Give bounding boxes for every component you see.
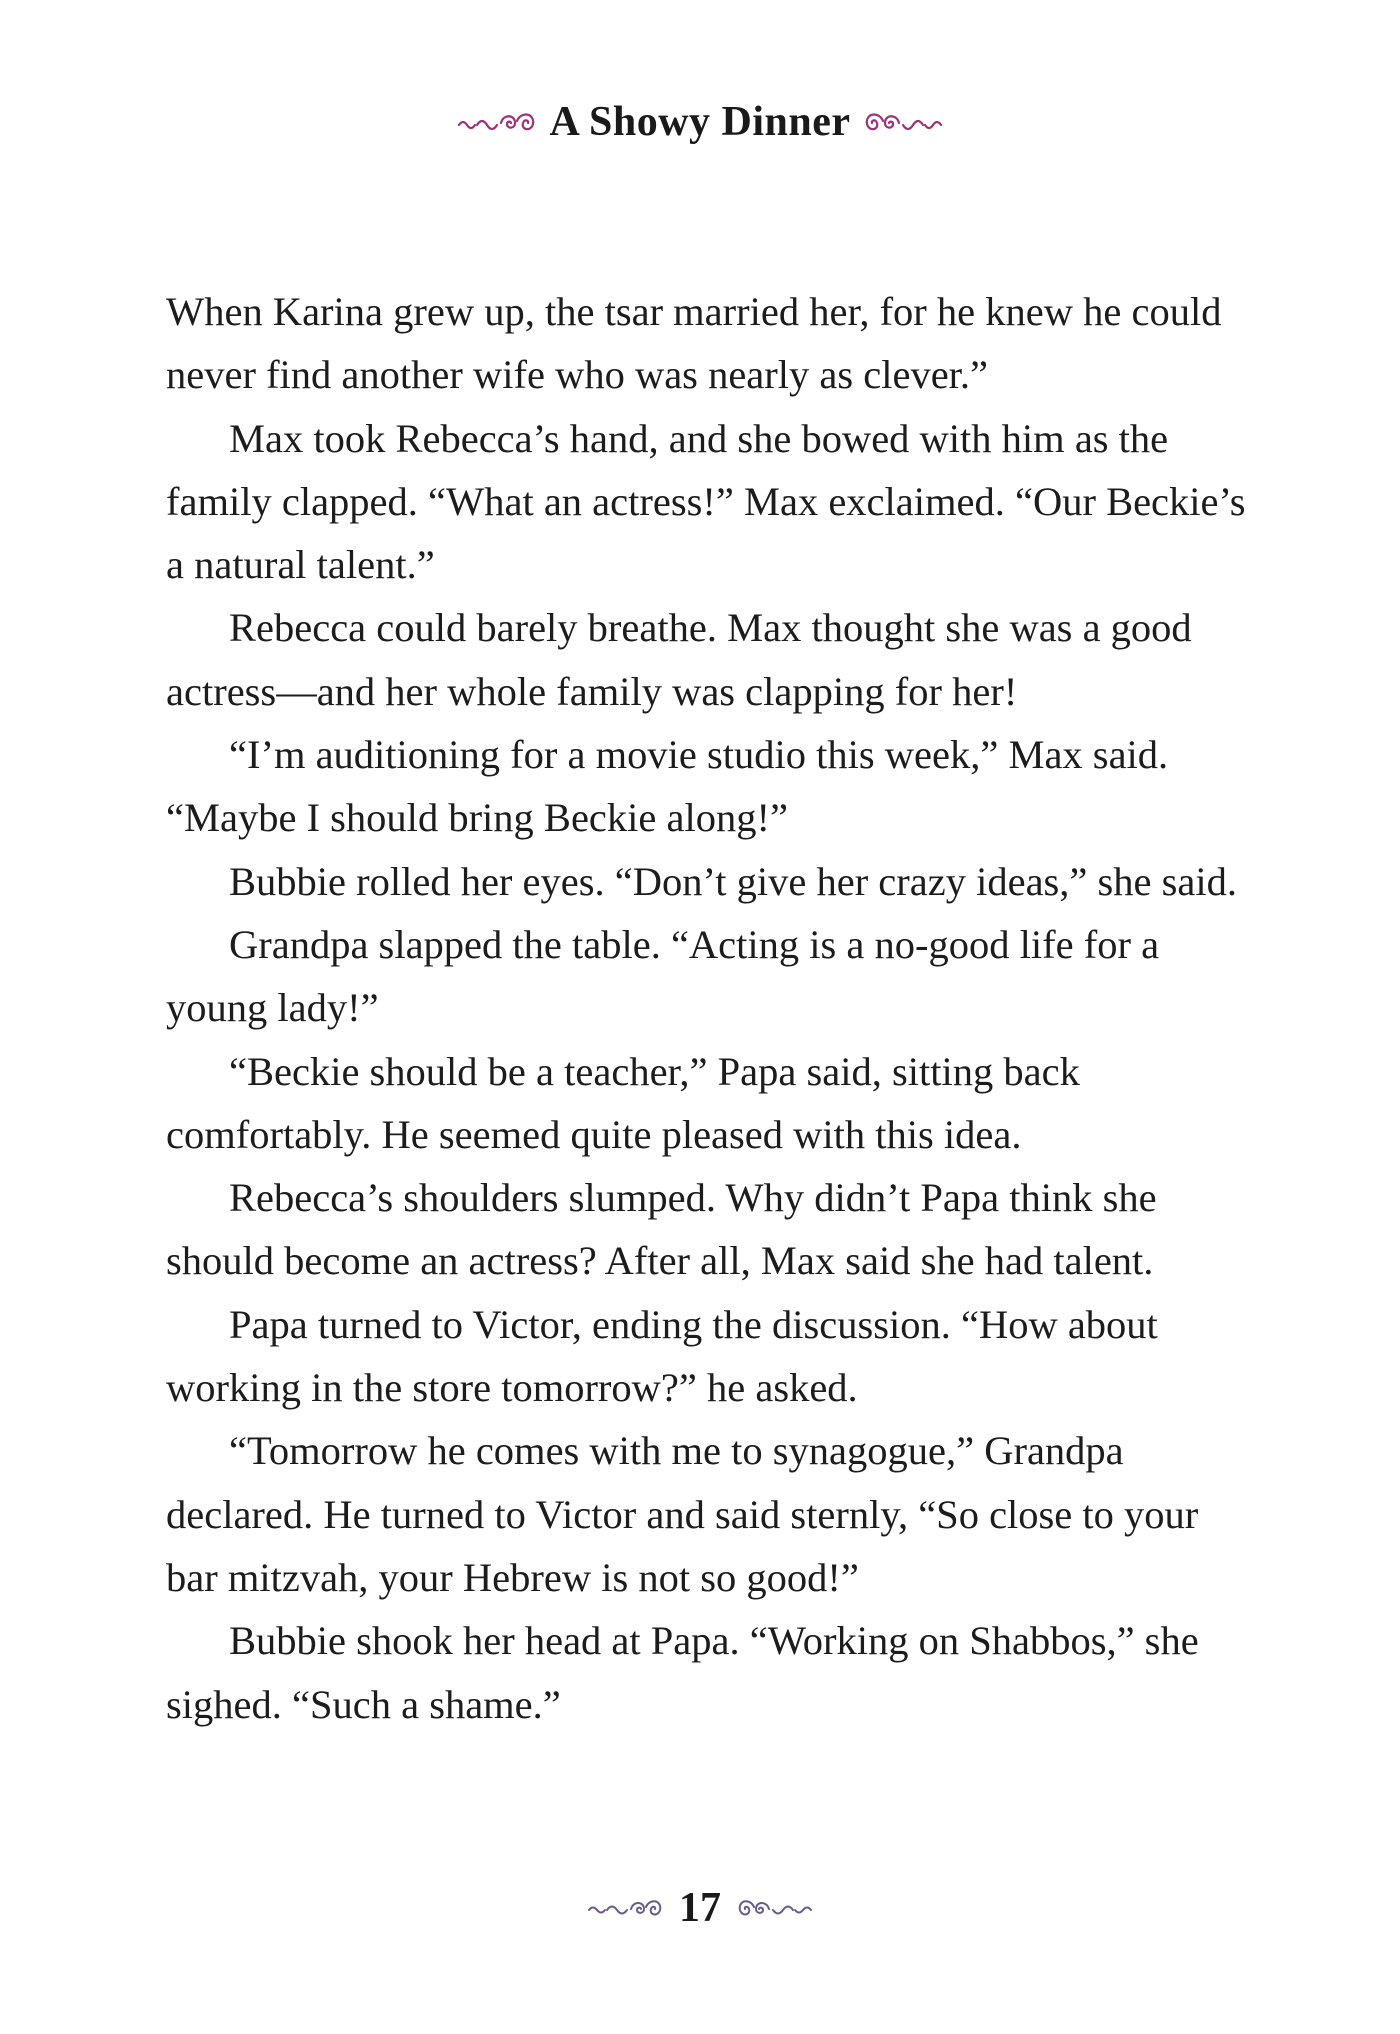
paragraph: Max took Rebecca’s hand, and she bowed with him as the family clapped. “What an actress!” Max exclaimed. “Our Beckie’s a natural talent.” [166, 415, 1246, 588]
body-text [166, 280, 1246, 1736]
paragraph: Bubbie shook her head at Papa. “Working on Shabbos,” she sighed. “Such a shame.” [166, 1618, 1199, 1727]
paragraph: “Beckie should be a teacher,” Papa said, sitting back comfortably. He seemed quite pleased with this idea. [166, 1048, 1080, 1157]
paragraph: “Tomorrow he comes with me to synagogue,” Grandpa declared. He turned to Victor and said sternly, “So close to your bar mitzvah, your Hebrew is not so good!” [166, 1428, 1199, 1600]
paragraph: Bubbie rolled her eyes. “Don’t give her crazy ideas,” she said. [229, 858, 1238, 904]
paragraph: Rebecca’s shoulders slumped. Why didn’t Papa think she should become an actress? After all, Max said she had talent. [166, 1175, 1157, 1284]
footer-right-flourish-icon [735, 1897, 815, 1919]
paragraph: Rebecca could barely breathe. Max thought she was a good actress—and her whole family was clapping for her! [166, 605, 1192, 714]
footer-left-flourish-icon [585, 1897, 665, 1919]
paragraph: “I’m auditioning for a movie studio this week,” Max said. “Maybe I should bring Beckie along!” [166, 732, 1169, 841]
running-header-inner [455, 98, 944, 146]
page-footer [0, 1884, 1400, 1932]
chapter-title: A Showy Dinner [549, 99, 851, 145]
paragraph: Grandpa slapped the table. “Acting is a no-good life for a young lady!” [166, 921, 1160, 1031]
page-number: 17 [679, 1885, 721, 1931]
paragraph: Papa turned to Victor, ending the discussion. “How about working in the store tomorrow?” he asked. [166, 1301, 1158, 1411]
page-footer-inner [585, 1884, 815, 1932]
right-flourish-icon [863, 109, 945, 135]
paragraph: When Karina grew up, the tsar married her, for he knew he could never find another wife who was nearly as clever.” [166, 289, 1222, 398]
left-flourish-icon [455, 109, 537, 135]
running-header [0, 98, 1400, 158]
